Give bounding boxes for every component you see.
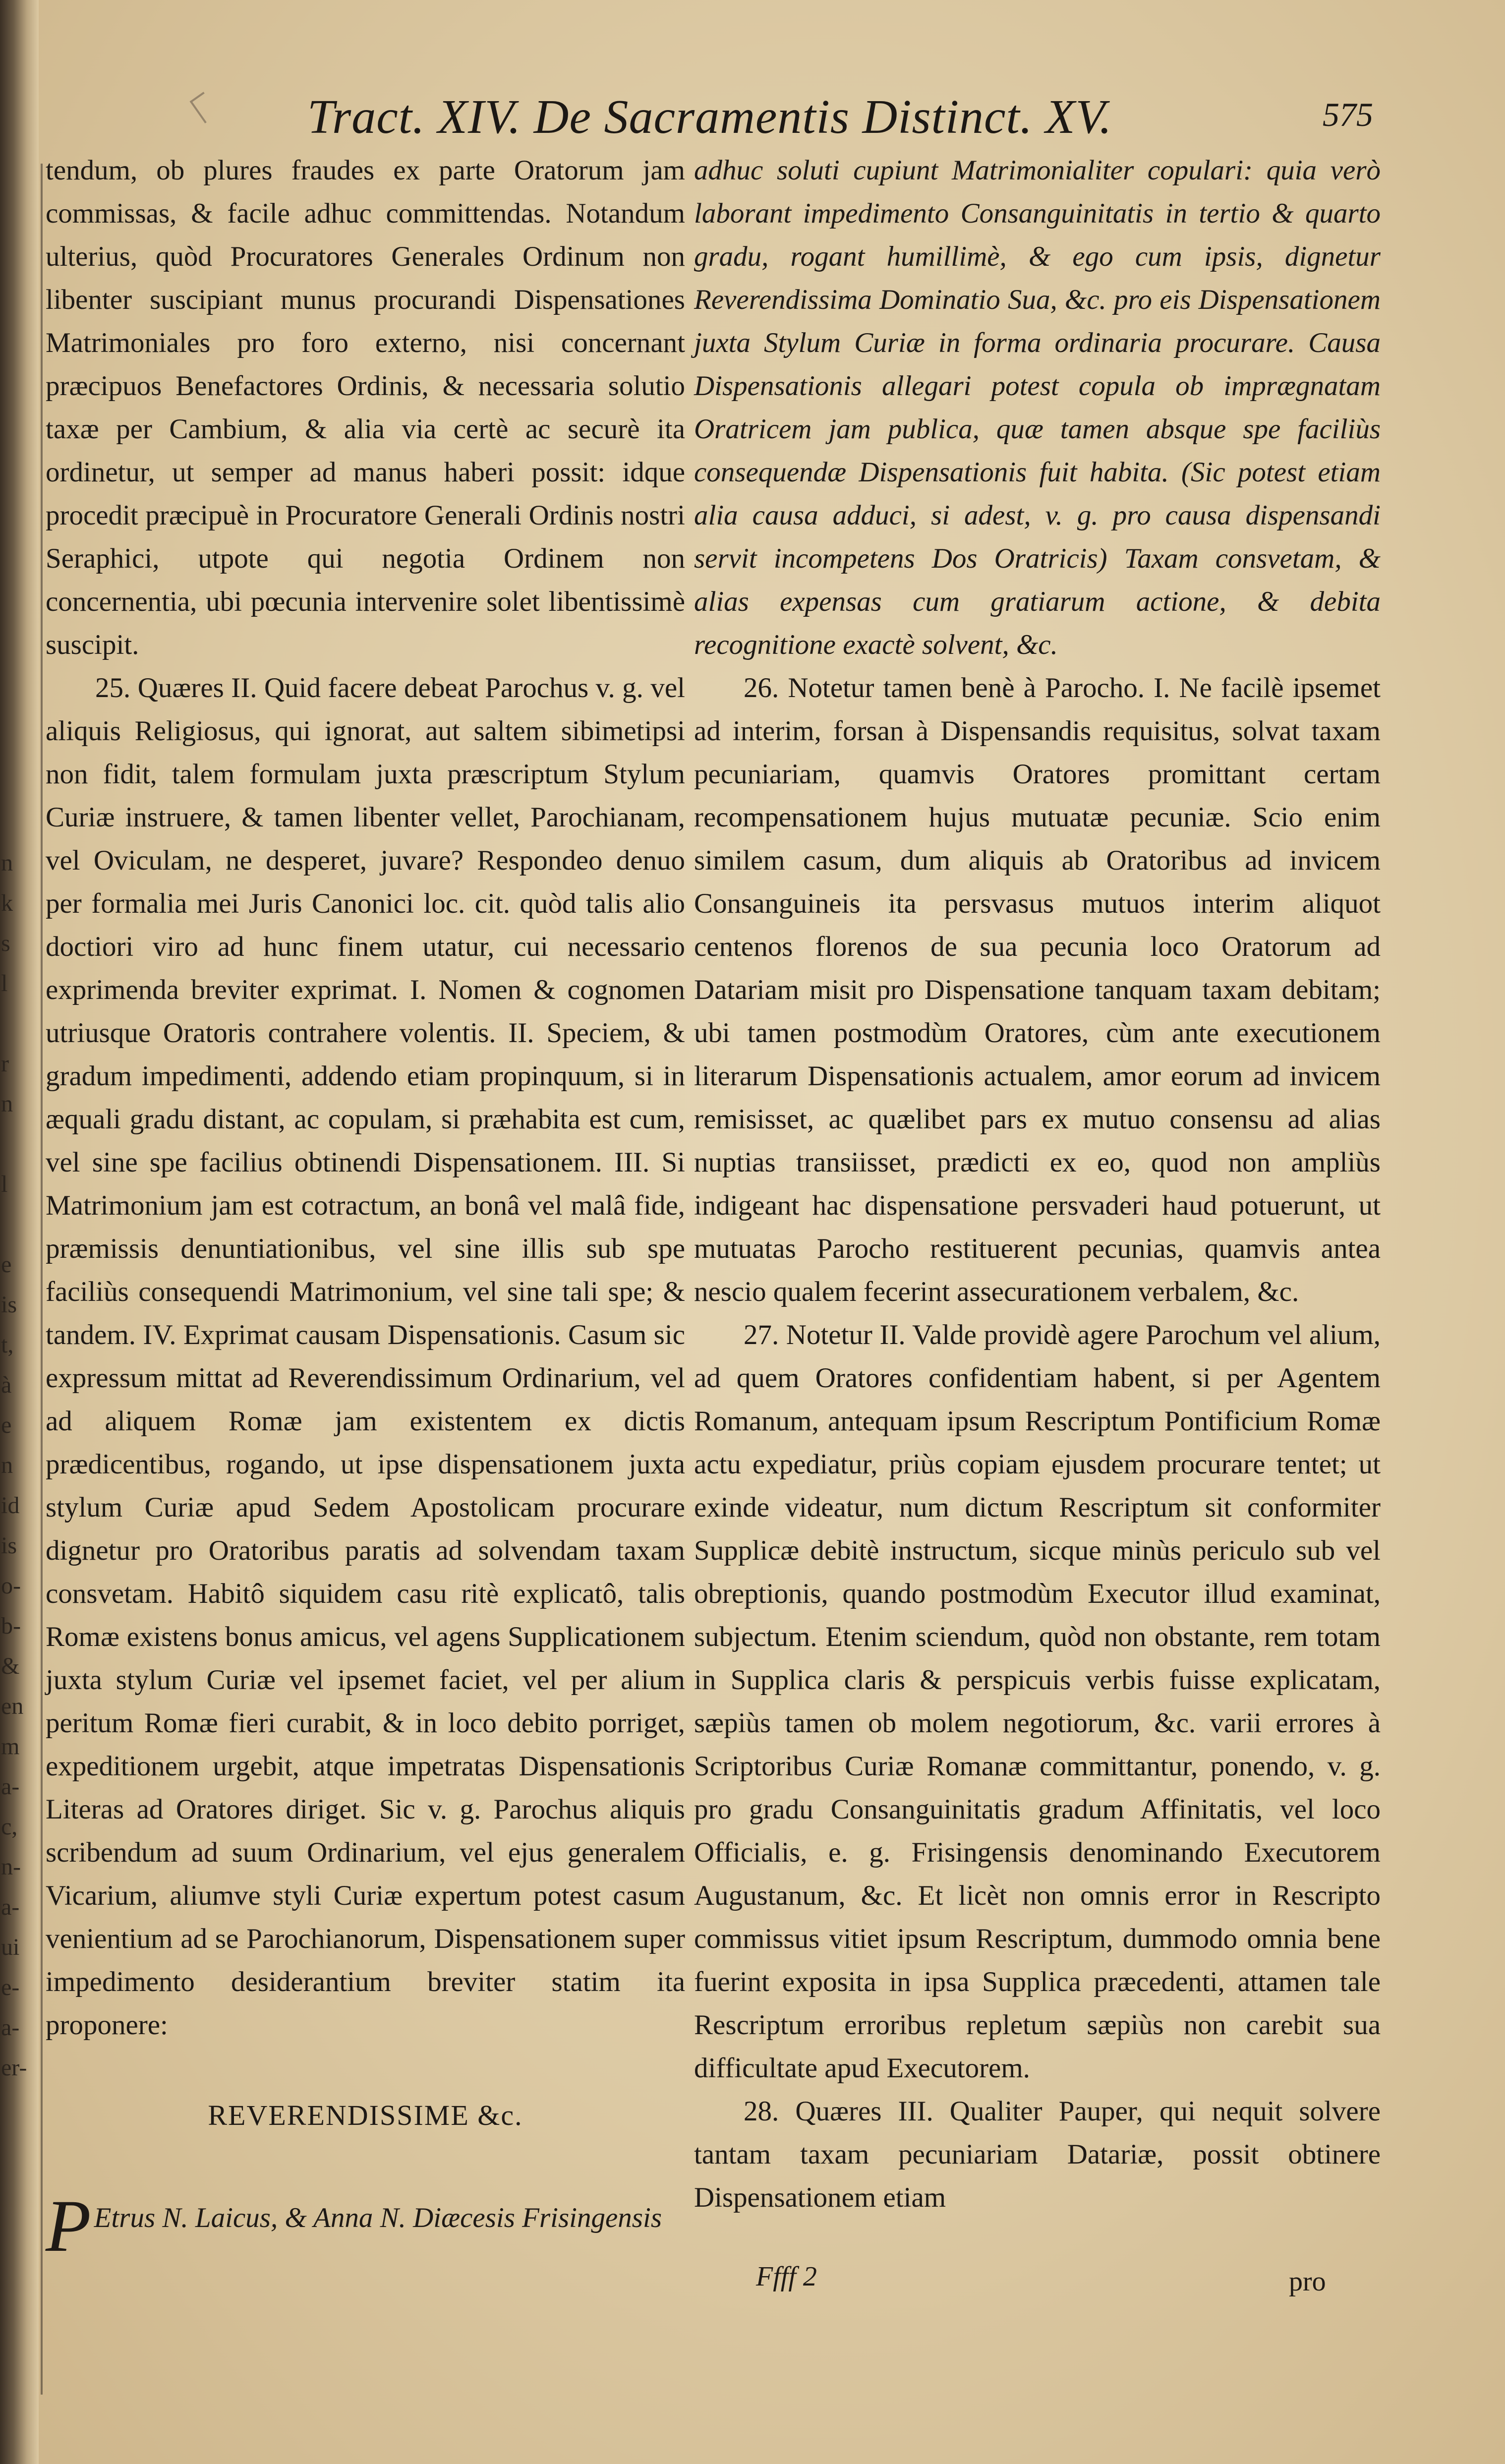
continuation-paragraph: tendum, ob plures fraudes ex parte Oratorum jam commissas, & facile adhuc committendas. Notandum ulterius, quòd Procuratores Generales Ordinum non libenter suscipiant munus procurandi Dispensationes Matrimoniales pro foro externo, nisi concernant præcipuos Benefactores Ordinis, & necessaria solutio taxæ per Cambium, & alia via certè ac securè ita ordinetur, ut semper ad manus haberi possit: idque procedit præcipuè in Procuratore Generali Ordinis nostri Seraphici, utpote qui negotia Ordinem non concernentia, ubi pœcunia intervenire solet libentissimè suscipit.: [46, 155, 685, 660]
paragraph-26: 26. Notetur tamen benè à Parocho. I. Ne facilè ipsemet ad interim, forsan à Dispensandis requisitus, solvat taxam pecuniariam, quamvis Oratores promittant certam recompensationem hujus mutuatæ pecuniæ. Scio enim similem casum, dum aliquis ab Oratoribus ad invicem Consanguineis ita persvasus mutuos interim aliquot centenos florenos de sua pecunia loco Oratorum ad Datariam misit pro Dispensatione tanquam taxam debitam; ubi tamen postmodùm Oratores, cùm ante executionem literarum Dispensationis actualem, amor eorum ad invicem remisisset, ac quælibet pars ex mutuo consensu ad alias nuptias transiisset, prædicti ex eo, quod non ampliùs indigeant hac dispensatione persvaderi haud potuerunt, ut mutuatas Parocho restituerent pecunias, quamvis antea nescio qualem fecerint assecurationem verbalem, &c.: [694, 672, 1381, 1307]
previous-page-margin-fragments: n k s l r n l e is t, à e n id is o- b- & en m a- c, n- a- ui e- a- er-: [1, 850, 27, 2081]
right-column: [694, 149, 1381, 2219]
letter-opening: [46, 2185, 685, 2267]
paragraph-27: 27. Notetur II. Valde providè agere Parochum vel alium, ad quem Oratores confidentiam habent, si per Agentem Romanum, antequam ipsum Rescriptum Pontificium Romæ actu expediatur, priùs copiam ejusdem procurare tentet; ut exinde videatur, num dictum Rescriptum sit conformiter Supplicæ debitè instructum, sicque minùs periculo sub vel obreptionis, quando postmodùm Executor illud examinat, subjectum. Etenim sciendum, quòd non obstante, rem totam in Supplica claris & perspicuis verbis fuisse explicatam, sæpiùs tamen ob molem negotiorum, &c. varii errores à Scriptoribus Curiæ Romanæ committantur, ponendo, v. g. pro gradu Consanguinitatis gradum Affinitatis, vel loco Officialis, e. g. Frisingensis denominando Executorem Augustanum, &c. Et licèt non omnis error in Rescripto commissus vitiet ipsum Rescriptum, dummodo omnia bene fuerint exposita in ipsa Supplica præcedenti, attamen tale Rescriptum erroribus repletum sæpiùs non carebit sua difficultate apud Executorem.: [694, 1319, 1381, 2084]
running-header: [307, 84, 1373, 154]
catchword: pro: [1289, 2266, 1326, 2297]
paragraph-25: 25. Quæres II. Quid facere debeat Parochus v. g. vel aliquis Religiosus, qui ignorat, aut saltem sibimetipsi non fidit, talem formulam juxta præscriptum Stylum Curiæ instruere, & tamen libenter vellet, Parochianam, vel Oviculam, ne desperet, juvare? Respondeo denuo per formalia mei Juris Canonici loc. cit. quòd talis alio doctiori viro ad hunc finem utatur, cui necessario exprimenda breviter exprimat. I. Nomen & cognomen utriusque Oratoris contrahere volentis. II. Speciem, & gradum impedimenti, addendo etiam propinquum, si in æquali gradu distant, ac copulam, si præhabita est cum, vel sine spe facilius obtinendi Dispensationem. III. Si Matrimonium jam est cotractum, an bonâ vel malâ fide, præmissis denuntiationibus, vel sine illis sub spe faciliùs consequendi Matrimonium, vel sine tali spe; & tandem. IV. Exprimat causam Dispensationis. Casum sic expressum mittat ad Reverendissimum Ordinarium, vel ad aliquem Romæ jam existentem ex dictis prædicentibus, rogando, ut ipse dispensationem juxta stylum Curiæ apud Sedem Apostolicam procurare dignetur pro Oratoribus paratis ad solvendam taxam consvetam. Habitô siquidem casu ritè explicatô, talis Romæ existens bonus amicus, vel agens Supplicationem juxta stylum Curiæ vel ipsemet faciet, vel per alium peritum Romæ fieri curabit, & in loco debito porriget, expeditionem urgebit, atque impetratas Dispensationis Literas ad Oratores diriget. Sic v. g. Parochus aliquis scribendum ad suum Ordinarium, vel ejus generalem Vicarium, aliumve styli Curiæ expertum potest casum venientium ad se Parochianorum, Dispensationem super impedimento desiderantium breviter statim ita proponere:: [46, 672, 685, 2041]
gathering-signature: Ffff 2: [756, 2261, 817, 2292]
drop-cap: P: [46, 2185, 91, 2267]
page-number: 575: [1323, 96, 1373, 133]
left-column: [46, 149, 685, 2267]
running-title: Tract. XIV. De Sacramentis Distinct. XV.: [307, 90, 1112, 144]
letter-opening-text: Etrus N. Laicus, & Anna N. Diæcesis Frisingensis: [94, 2202, 662, 2233]
paragraph-28: 28. Quæres III. Qualiter Pauper, qui nequit solvere tantam taxam pecuniariam Datariæ, possit obtinere Dispensationem etiam: [694, 2096, 1381, 2213]
pencil-mark: [190, 92, 219, 123]
letter-salutation: REVERENDISSIME &c.: [208, 2099, 523, 2131]
margin-rule: [41, 164, 43, 2395]
letter-continuation: adhuc soluti cupiunt Matrimonialiter copulari: quia verò laborant impedimento Consanguinitatis in tertio & quarto gradu, rogant humillimè, & ego cum ipsis, dignetur Reverendissima Dominatio Sua, &c. pro eis Dispensationem juxta Stylum Curiæ in forma ordinaria procurare. Causa Dispensationis allegari potest copula ob imprægnatam Oratricem jam publica, quæ tamen absque spe faciliùs consequendæ Dispensationis fuit habita. (Sic potest etiam alia causa adduci, si adest, v. g. pro causa dispensandi servit incompetens Dos Oratricis) Taxam consvetam, & alias expensas cum gratiarum actione, & debita recognitione exactè solvent, &c.: [694, 155, 1381, 660]
